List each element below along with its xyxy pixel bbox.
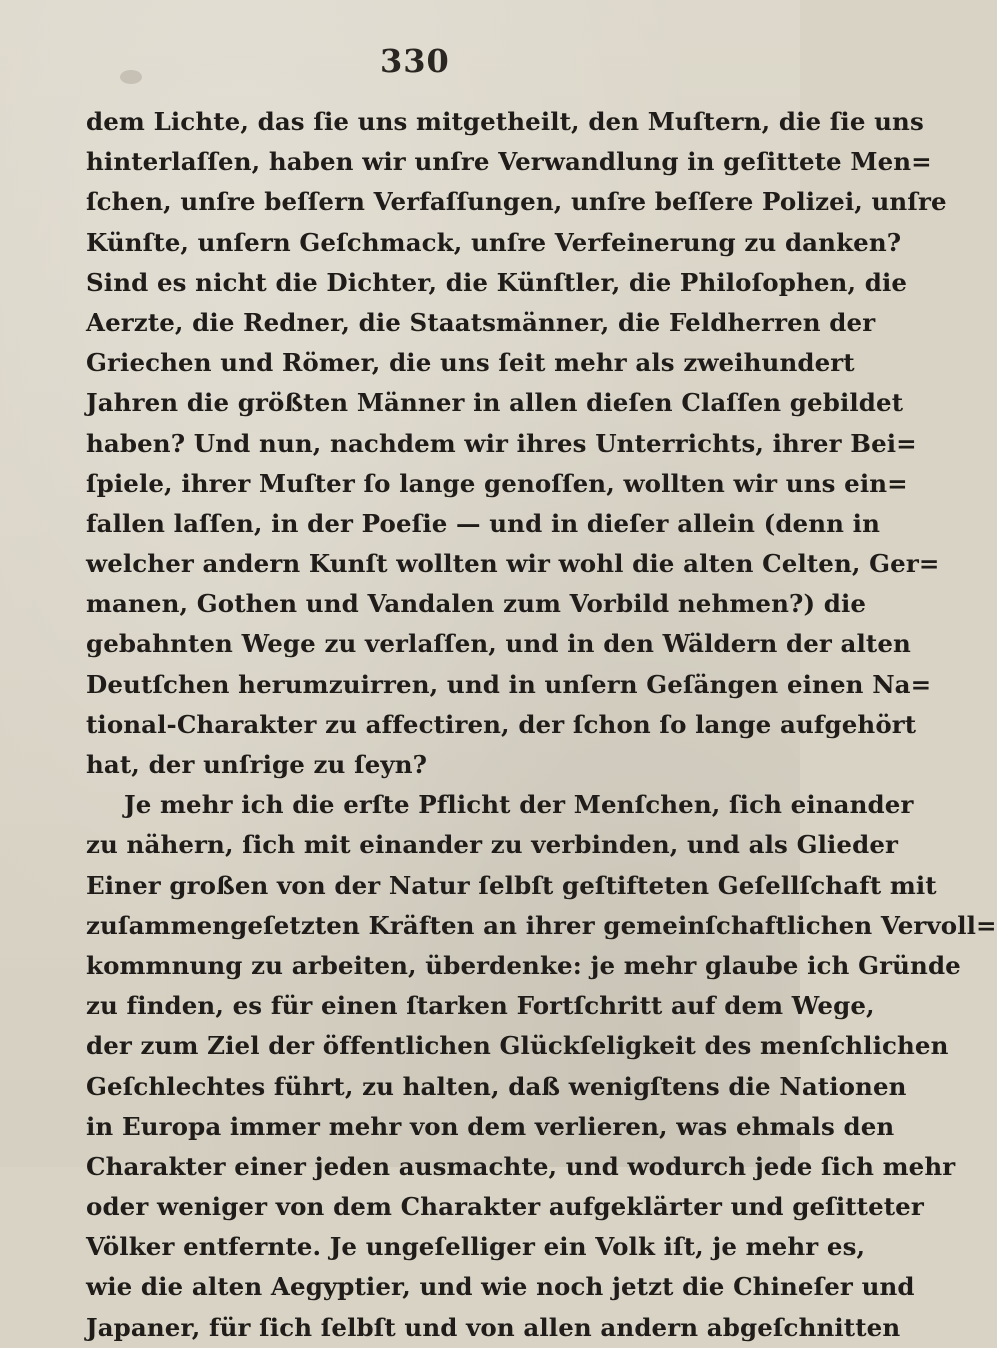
text-line: Griechen und Römer, die uns ſeit mehr als zweihundert — [86, 348, 855, 378]
text-line: zuſammengeſetzten Kräften an ihrer gemeinſchaftlichen Vervoll= — [86, 910, 997, 940]
text-line: manen, Gothen und Vandalen zum Vorbild nehmen?) die — [86, 589, 867, 619]
text-line: in Europa immer mehr von dem verlieren, was ehmals den — [86, 1111, 895, 1141]
text-line: Japaner, für ſich ſelbſt und von allen andern abgeſchnitten — [86, 1312, 901, 1342]
text-line: Deutſchen herumzuirren, und in unſern Geſängen einen Na= — [86, 669, 932, 699]
text-line: oder weniger von dem Charakter aufgeklärter und geſitteter — [86, 1192, 924, 1222]
text-line: Völker entfernte. Je ungeſelliger ein Volk iſt, je mehr es, — [86, 1232, 866, 1262]
text-line: hinterlaſſen, haben wir unſre Verwandlung in geſittete Men= — [86, 147, 932, 177]
text-line: zu nähern, ſich mit einander zu verbinden, und als Glieder — [86, 830, 899, 860]
text-line: Geſchlechtes führt, zu halten, daß wenigſtens die Nationen — [86, 1071, 907, 1101]
page-number: 330 — [380, 42, 450, 80]
text-line: ſchen, unſre beſſern Verfaſſungen, unſre beſſere Polizei, unſre — [86, 187, 947, 217]
paragraph-end-line: hat, der unſrige zu ſeyn? — [86, 750, 428, 779]
text-line: zu finden, es für einen ſtarken Fortſchritt auf dem Wege, — [86, 991, 875, 1021]
body-text — [86, 102, 997, 1348]
text-line: wie die alten Aegyptier, und wie noch jetzt die Chineſer und — [86, 1272, 915, 1302]
text-line: der zum Ziel der öffentlichen Glückſeligkeit des menſchlichen — [86, 1031, 949, 1061]
text-line: haben? Und nun, nachdem wir ihres Unterrichts, ihrer Bei= — [86, 428, 917, 458]
text-line: welcher andern Kunſt wollten wir wohl die alten Celten, Ger= — [86, 549, 940, 579]
paper-stain — [120, 70, 142, 84]
text-line: Künſte, unſern Geſchmack, unſre Verfeinerung zu danken? — [86, 227, 902, 257]
text-line: fallen laſſen, in der Poeſie — und in dieſer allein (denn in — [86, 508, 881, 538]
paragraph-start-line: Je mehr ich die erſte Pflicht der Menſchen, ſich einander — [124, 790, 914, 820]
text-line: Einer großen von der Natur ſelbſt geſtifteten Geſellſchaft mit — [86, 870, 937, 900]
text-line: dem Lichte, das ſie uns mitgetheilt, den Muſtern, die ſie uns — [86, 107, 924, 136]
text-line: tional-Charakter zu affectiren, der ſchon ſo lange aufgehört — [86, 709, 917, 739]
text-line: Sind es nicht die Dichter, die Künſtler, die Philoſophen, die — [86, 267, 908, 297]
text-line: kommnung zu arbeiten, überdenke: je mehr glaube ich Gründe — [86, 950, 961, 980]
text-line: ſpiele, ihrer Muſter ſo lange genoſſen, wollten wir uns ein= — [86, 468, 908, 498]
text-line: Aerzte, die Redner, die Staatsmänner, die Feldherren der — [86, 307, 876, 337]
text-line: gebahnten Wege zu verlaſſen, und in den Wäldern der alten — [86, 629, 911, 659]
text-line: Jahren die größten Männer in allen dieſen Claſſen gebildet — [86, 388, 904, 418]
text-line: Charakter einer jeden ausmachte, und wodurch jede ſich mehr — [86, 1151, 956, 1181]
